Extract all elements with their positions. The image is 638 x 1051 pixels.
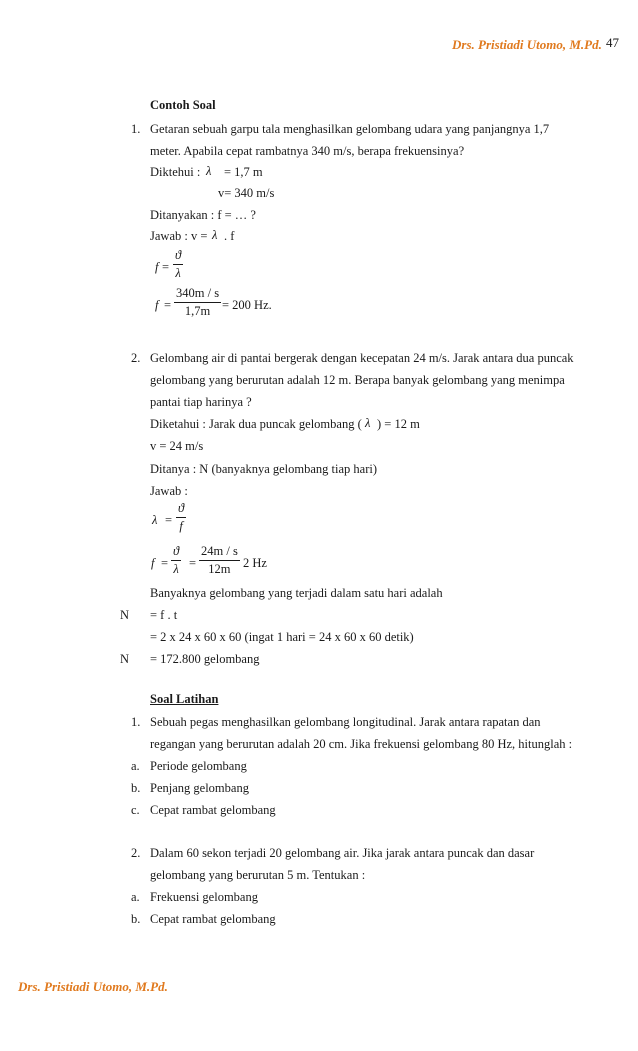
p2-item-a-letter: a. — [131, 890, 140, 904]
ex1-line2: meter. Apabila cepat rambatnya 340 m/s, berapa frekuensinya? — [150, 144, 465, 158]
ex2-formula1-den: f — [179, 519, 183, 533]
ex1-answer-suffix: . f — [224, 229, 235, 243]
ex2-known-prefix: Diketahui : Jarak dua puncak gelombang ( — [150, 417, 362, 431]
ex1-formula2-f: f — [155, 298, 159, 312]
p1-line1: Sebuah pegas menghasilkan gelombang longitudinal. Jarak antara rapatan dan — [150, 715, 541, 729]
ex2-known-lambda: λ — [365, 416, 371, 430]
ex1-formula1-eq: = — [162, 260, 170, 274]
footer-author: Drs. Pristiadi Utomo, M.Pd. — [18, 979, 168, 994]
p1-item-a-text: Periode gelombang — [150, 759, 247, 773]
ex2-n-line2: = 2 x 24 x 60 x 60 (ingat 1 hari = 24 x 60 x 60 detik) — [150, 630, 414, 644]
ex2-line1: Gelombang air di pantai bergerak dengan kecepatan 24 m/s. Jarak antara dua puncak — [150, 351, 574, 365]
ex2-formula2-eq1: = — [161, 556, 169, 570]
p2-line1: Dalam 60 sekon terjadi 20 gelombang air. Jika jarak antara puncak dan dasar — [150, 846, 535, 860]
ex2-formula1-lambda: λ — [152, 513, 158, 527]
ex1-formula1-f: f — [155, 260, 159, 274]
p2-item-a-text: Frekuensi gelombang — [150, 890, 258, 904]
p2-line2: gelombang yang berurutan 5 m. Tentukan : — [150, 868, 366, 882]
ex2-formula1-eq: = — [165, 513, 173, 527]
ex1-formula2-fraction — [174, 286, 221, 319]
p1-item-b-letter: b. — [131, 781, 141, 795]
ex1-formula1-num: ϑ — [173, 248, 183, 265]
ex2-formula2-eq2: = — [189, 556, 197, 570]
p1-item-a-letter: a. — [131, 759, 140, 773]
p1-number: 1. — [131, 715, 141, 729]
p2-item-b-text: Cepat rambat gelombang — [150, 912, 276, 926]
ex1-known-label: Diktehui : — [150, 165, 201, 179]
ex2-formula2-den1: λ — [173, 562, 179, 576]
p2-number: 2. — [131, 846, 141, 860]
ex1-asked: Ditanyakan : f = … ? — [150, 208, 256, 222]
ex1-result: = 200 Hz. — [222, 298, 272, 312]
ex2-number: 2. — [131, 351, 141, 365]
ex2-formula2-den2: 12m — [208, 562, 231, 576]
example-title: Contoh Soal — [150, 98, 216, 112]
ex2-n-label-2: N — [120, 652, 130, 666]
ex2-formula1-fraction — [176, 501, 186, 534]
ex2-known-suffix: ) = 12 m — [377, 417, 420, 431]
ex1-formula2-eq: = — [164, 298, 172, 312]
ex1-formula1-fraction — [173, 248, 183, 281]
ex2-n-line1: = f . t — [150, 608, 178, 622]
ex2-formula2-num1: ϑ — [171, 544, 181, 561]
header-author: Drs. Pristiadi Utomo, M.Pd. — [452, 37, 602, 52]
ex2-n-line3: = 172.800 gelombang — [150, 652, 260, 666]
ex2-asked: Ditanya : N (banyaknya gelombang tiap hari) — [150, 462, 378, 476]
ex2-result: 2 Hz — [243, 556, 267, 570]
ex1-answer-prefix: Jawab : v = — [150, 229, 208, 243]
ex2-known-v: v = 24 m/s — [150, 439, 204, 453]
ex1-answer-lambda: λ — [212, 228, 218, 242]
ex2-line3: pantai tiap harinya ? — [150, 395, 252, 409]
ex2-formula2-f: f — [151, 556, 155, 570]
ex1-line1: Getaran sebuah garpu tala menghasilkan gelombang udara yang panjangnya 1,7 — [150, 122, 550, 136]
ex1-known-lambda-value: = 1,7 m — [224, 165, 263, 179]
ex2-formula2-fraction1 — [171, 544, 181, 577]
ex1-formula2-num: 340m / s — [174, 286, 221, 303]
ex1-number: 1. — [131, 122, 141, 136]
ex1-formula1-den: λ — [175, 266, 181, 280]
ex1-formula2-den: 1,7m — [184, 304, 211, 318]
ex2-answer-label: Jawab : — [150, 484, 188, 498]
ex2-n-label-1: N — [120, 608, 130, 622]
ex2-formula2-fraction2 — [199, 544, 240, 577]
ex1-lambda-symbol: λ — [206, 164, 212, 178]
practice-title: Soal Latihan — [150, 692, 219, 706]
page-number: 47 — [606, 35, 619, 50]
p1-item-b-text: Penjang gelombang — [150, 781, 249, 795]
p1-line2: regangan yang berurutan adalah 20 cm. Jika frekuensi gelombang 80 Hz, hitunglah : — [150, 737, 573, 751]
ex2-formula2-num2: 24m / s — [199, 544, 240, 561]
ex2-conclusion: Banyaknya gelombang yang terjadi dalam satu hari adalah — [150, 586, 443, 600]
p1-item-c-text: Cepat rambat gelombang — [150, 803, 276, 817]
ex2-formula1-num: ϑ — [176, 501, 186, 518]
ex2-line2: gelombang yang berurutan adalah 12 m. Berapa banyak gelombang yang menimpa — [150, 373, 565, 387]
p2-item-b-letter: b. — [131, 912, 141, 926]
p1-item-c-letter: c. — [131, 803, 140, 817]
ex1-known-v: v= 340 m/s — [218, 186, 275, 200]
